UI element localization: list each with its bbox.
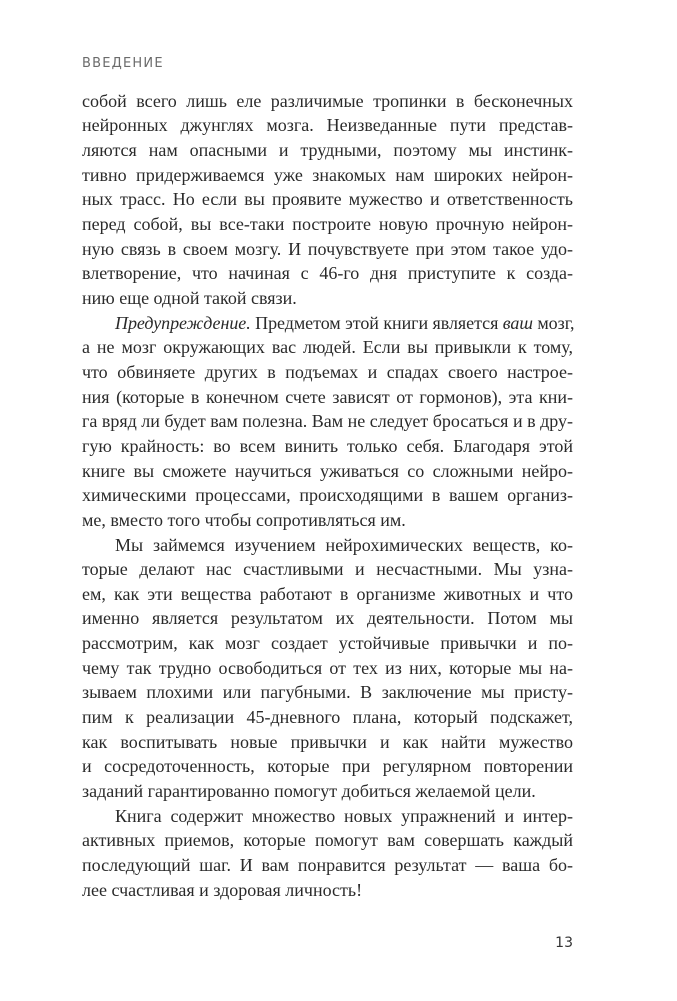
text-line: заданий гарантированно помогут добиться желаемой цели. bbox=[82, 781, 536, 802]
text-line: пим к реализации 45-дневного плана, который подскажет, bbox=[82, 707, 573, 728]
text-span: мозг, bbox=[532, 312, 575, 333]
text-line: га вряд ли будет вам полезна. Вам не следует бросаться и в дру- bbox=[82, 411, 573, 432]
text-line: нию еще одной такой связи. bbox=[82, 287, 297, 308]
text-line: собой всего лишь еле различимые тропинки в бесконечных bbox=[82, 90, 573, 111]
text-line: что обвиняете других в подъемах и спадах своего настрое- bbox=[82, 361, 573, 382]
italic-text: ваш bbox=[502, 312, 533, 333]
text-line: нейронных джунглях мозга. Неизведанные пути представ- bbox=[82, 115, 573, 136]
text-line: ных трасс. Но если вы проявите мужество и ответственность bbox=[82, 189, 573, 210]
text-line: химическими процессами, происходящими в вашем организ- bbox=[82, 485, 573, 506]
text-span: Предметом этой книги является bbox=[250, 312, 503, 333]
text-line: ния (которые в конечном счете зависят от гормонов), эта кни- bbox=[82, 386, 573, 407]
text-line: лее счастливая и здоровая личность! bbox=[82, 879, 363, 900]
page-number: 13 bbox=[555, 935, 573, 951]
text-line: перед собой, вы все-таки построите новую прочную нейрон- bbox=[82, 213, 573, 234]
text-line: последующий шаг. И вам понравится результат — ваша бо- bbox=[82, 855, 573, 876]
text-line: а не мозг окружающих вас людей. Если вы привыкли к тому, bbox=[82, 337, 573, 358]
text-line: тивно придерживаемся уже знакомых нам широких нейрон- bbox=[82, 164, 573, 185]
text-line: ную связь в своем мозгу. И почувствуете при этом такое удо- bbox=[82, 238, 573, 259]
text-line: рассмотрим, как мозг создает устойчивые привычки и по- bbox=[82, 633, 573, 654]
text-line: влетворение, что начиная с 46-го дня приступите к созда- bbox=[82, 263, 573, 284]
body-text bbox=[82, 89, 573, 903]
text-line: ме, вместо того чтобы сопротивляться им. bbox=[82, 509, 406, 530]
text-line: активных приемов, которые помогут вам совершать каждый bbox=[82, 830, 573, 851]
text-line: ляются нам опасными и трудными, поэтому мы инстинк- bbox=[82, 140, 573, 160]
text-line: гую крайность: во всем винить только себя. Благодаря этой bbox=[82, 435, 573, 456]
running-header: ВВЕДЕНИЕ bbox=[82, 56, 164, 71]
italic-text: Предупреждение. bbox=[115, 312, 251, 333]
text-line: ем, как эти вещества работают в организме животных и что bbox=[82, 583, 573, 604]
text-line: торые делают нас счастливыми и несчастными. Мы узна- bbox=[82, 559, 573, 580]
text-line: Мы займемся изучением нейрохимических веществ, ко- bbox=[115, 534, 573, 555]
text-line bbox=[82, 311, 573, 336]
text-line: как воспитывать новые привычки и как найти мужество bbox=[82, 731, 573, 752]
text-line: зываем плохими или пагубными. В заключение мы присту- bbox=[82, 682, 573, 703]
text-line: книге вы сможете научиться уживаться со сложными нейро- bbox=[82, 460, 573, 481]
text-line: и сосредоточенность, которые при регулярном повторении bbox=[82, 756, 573, 777]
text-line: именно является результатом их деятельности. Потом мы bbox=[82, 608, 573, 629]
text-line: чему так трудно освободиться от тех из них, которые мы на- bbox=[82, 657, 573, 678]
text-line: Книга содержит множество новых упражнений и интер- bbox=[115, 805, 573, 826]
